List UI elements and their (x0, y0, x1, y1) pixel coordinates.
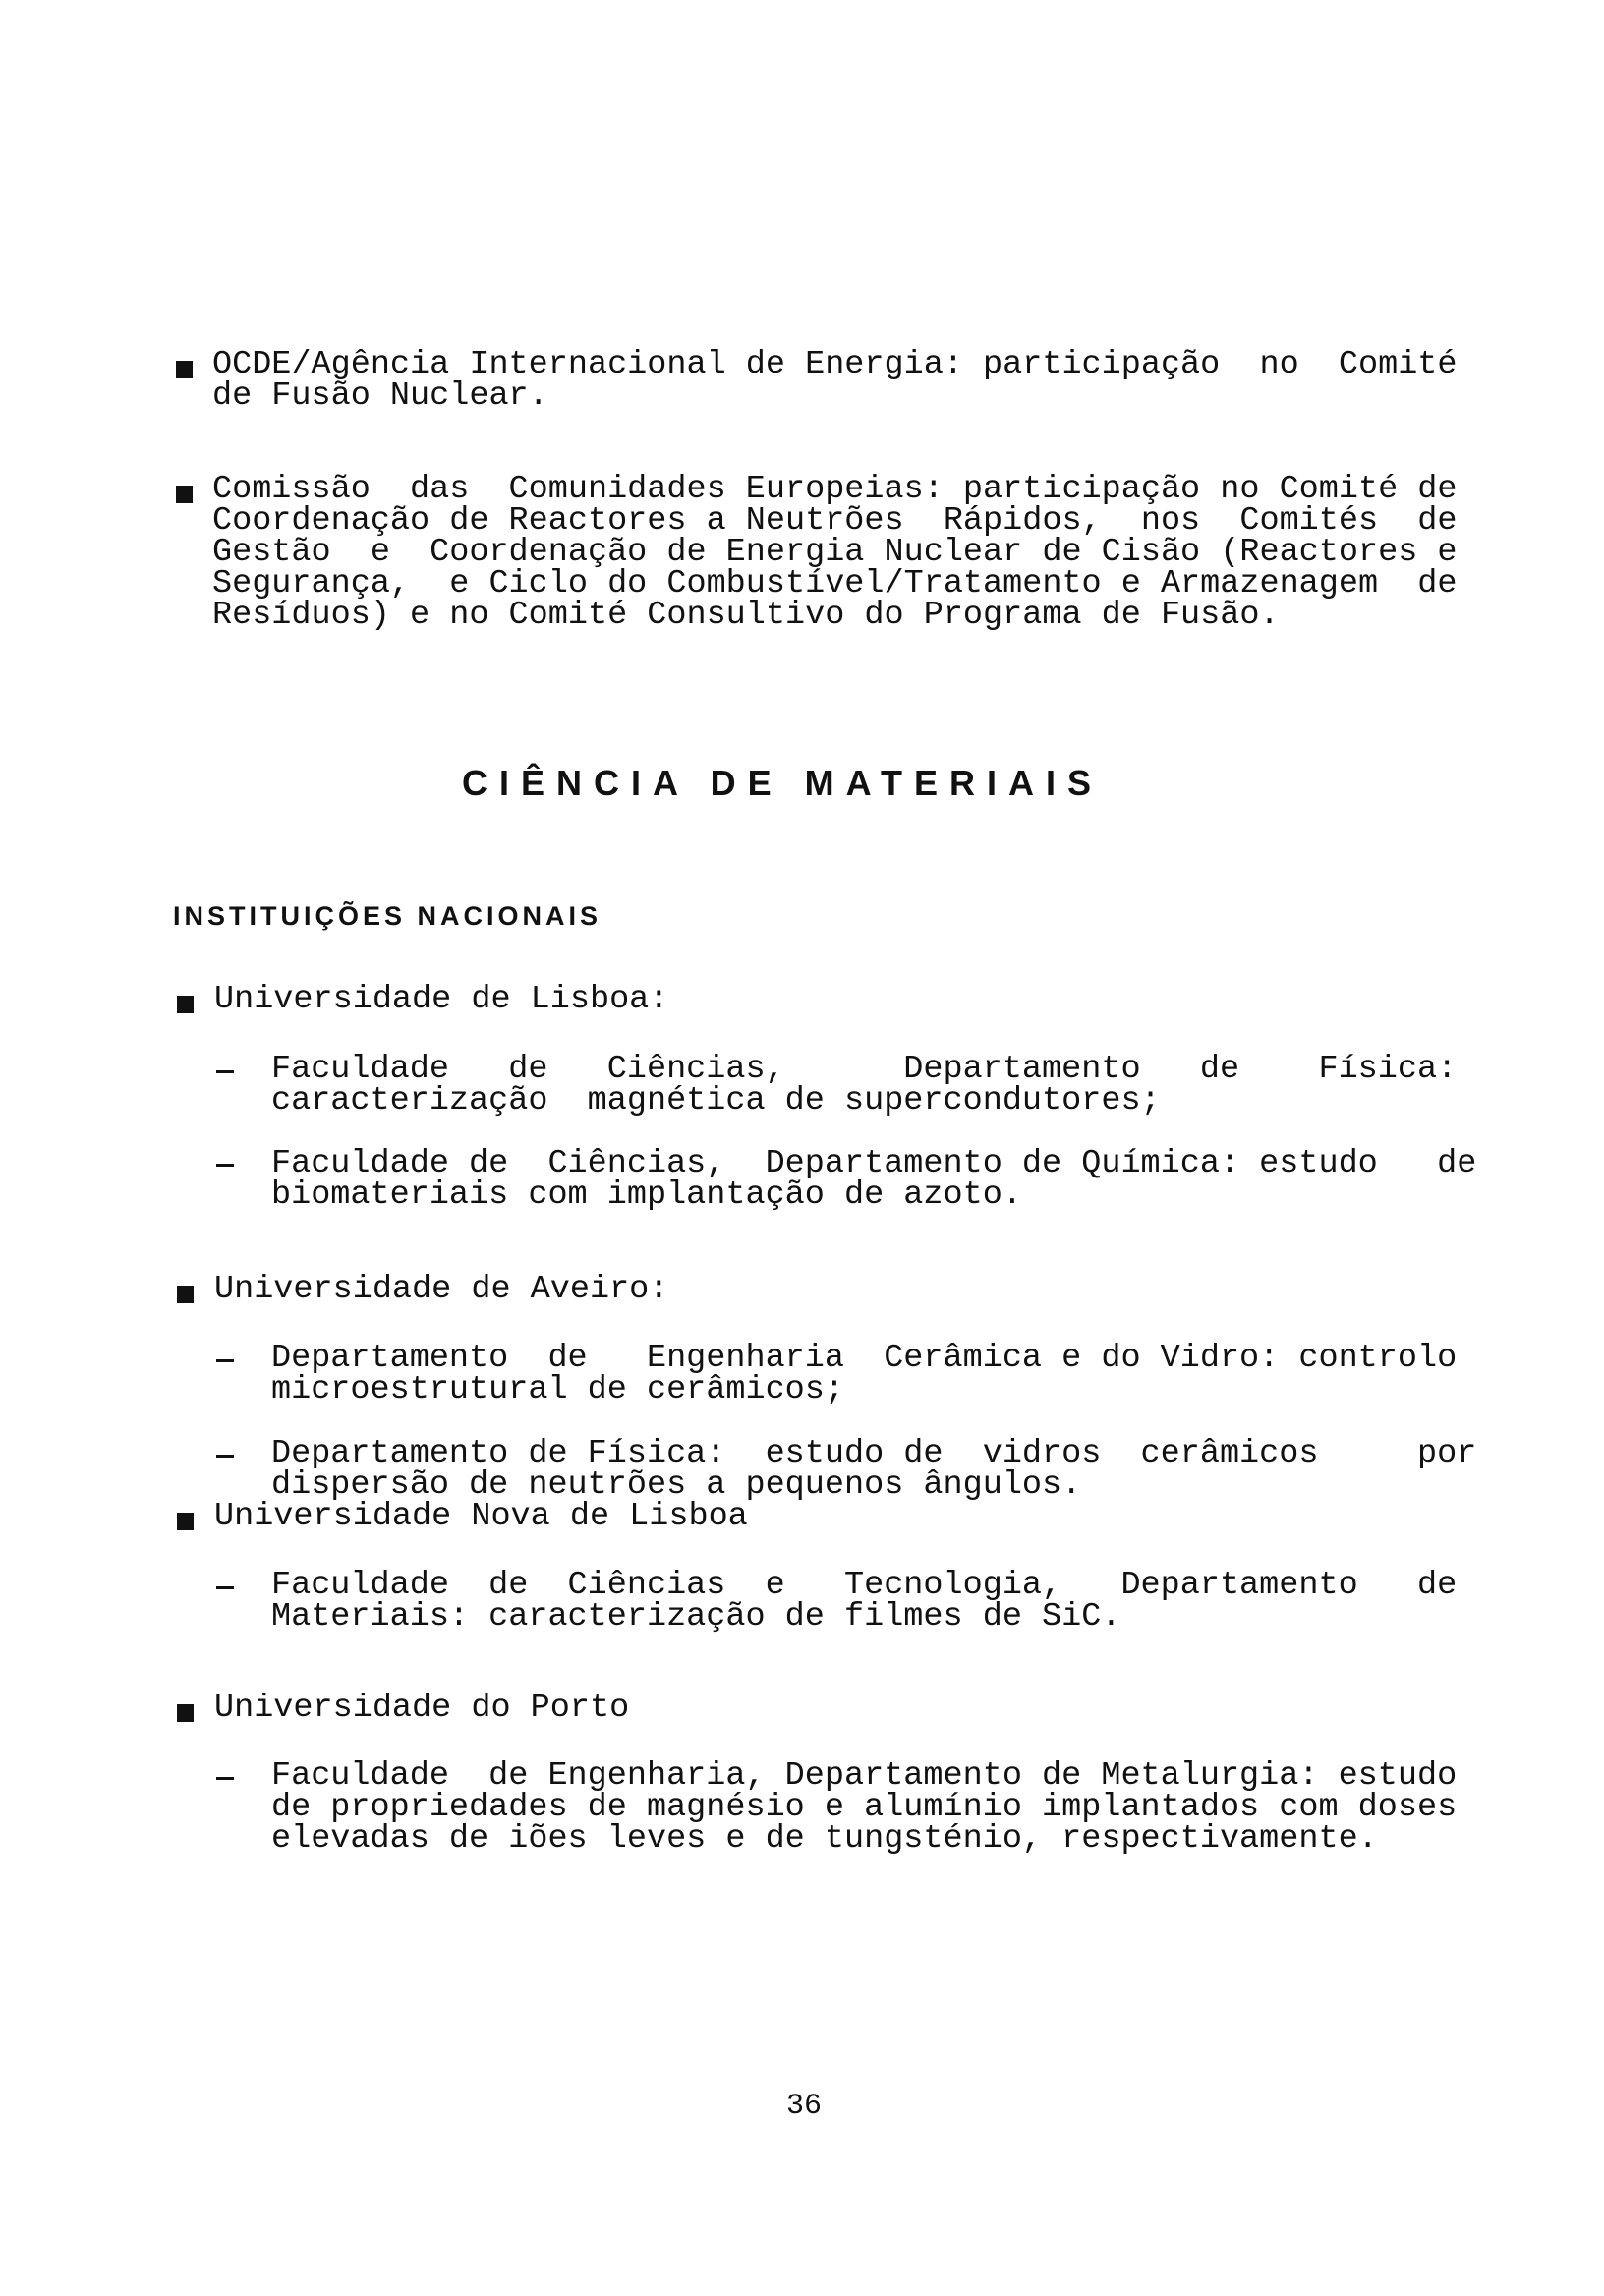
text-line: Faculdade de Ciências, Departamento de Química: estudo de (271, 1145, 1477, 1182)
text-line: Faculdade de Ciências e Tecnologia, Departamento de (271, 1567, 1458, 1604)
bullet-icon (177, 1286, 194, 1303)
page-number: 36 (786, 2090, 823, 2123)
institution-label: Universidade de Aveiro: (214, 1271, 669, 1308)
institution-entry (271, 1567, 1458, 1636)
text-line: Gestão e Coordenação de Energia Nuclear de Cisão (Reactores e (212, 534, 1458, 571)
text-line: Faculdade de Ciências, Departamento de Física: (271, 1051, 1458, 1088)
dash-icon (216, 1359, 234, 1362)
text-line: de propriedades de magnésio e alumínio implantados com doses (271, 1789, 1458, 1826)
institution-entry (271, 1757, 1458, 1858)
text-line: Resíduos) e no Comité Consultivo do Programa de Fusão. (212, 597, 1280, 634)
institution-entry (271, 1340, 1458, 1408)
text-line: Faculdade de Engenharia, Departamento de Metalurgia: estudo (271, 1757, 1458, 1795)
institution-entry (271, 1435, 1477, 1504)
dash-icon (216, 1586, 234, 1589)
bullet-icon (176, 486, 193, 503)
text-line: dispersão de neutrões a pequenos ângulos. (271, 1466, 1082, 1504)
dash-icon (216, 1070, 234, 1073)
text-line: caracterização magnética de supercondutores; (271, 1082, 1161, 1119)
subsection-title: INSTITUIÇÕES NACIONAIS (173, 901, 602, 931)
text-line: Comissão das Comunidades Europeias: participação no Comité de (212, 471, 1458, 508)
institution-label: Universidade Nova de Lisboa (214, 1498, 748, 1535)
bullet-icon (177, 1704, 194, 1722)
intro-item-1 (212, 346, 1458, 415)
text-line: Departamento de Física: estudo de vidros cerâmicos por (271, 1435, 1477, 1472)
text-line: biomateriais com implantação de azoto. (271, 1177, 1022, 1214)
institution-entry (271, 1051, 1458, 1119)
institution-label: Universidade de Lisboa: (214, 981, 669, 1018)
text-line: microestrutural de cerâmicos; (271, 1371, 844, 1408)
dash-icon (216, 1777, 234, 1780)
text-line: Departamento de Engenharia Cerâmica e do Vidro: controlo (271, 1340, 1458, 1377)
institution-name (214, 981, 669, 1018)
intro-item-2 (212, 471, 1458, 634)
dash-icon (216, 1455, 234, 1458)
bullet-icon (177, 996, 194, 1013)
text-line: Coordenação de Reactores a Neutrões Rápidos, nos Comités de (212, 502, 1458, 540)
bullet-icon (176, 361, 193, 378)
text-line: Materiais: caracterização de filmes de SiC. (271, 1598, 1121, 1636)
institution-name (214, 1271, 669, 1308)
text-line: de Fusão Nuclear. (212, 377, 548, 415)
institution-name (214, 1498, 748, 1535)
institution-entry (271, 1145, 1477, 1214)
dash-icon (216, 1164, 234, 1167)
institution-name (214, 1690, 630, 1727)
text-line: Segurança, e Ciclo do Combustível/Tratamento e Armazenagem de (212, 565, 1458, 603)
text-line: OCDE/Agência Internacional de Energia: participação no Comité (212, 346, 1458, 383)
section-title: CIÊNCIA DE MATERIAIS (462, 763, 1104, 803)
text-line: elevadas de iões leves e de tungsténio, respectivamente. (271, 1820, 1378, 1858)
bullet-icon (177, 1513, 194, 1530)
institution-label: Universidade do Porto (214, 1690, 630, 1727)
